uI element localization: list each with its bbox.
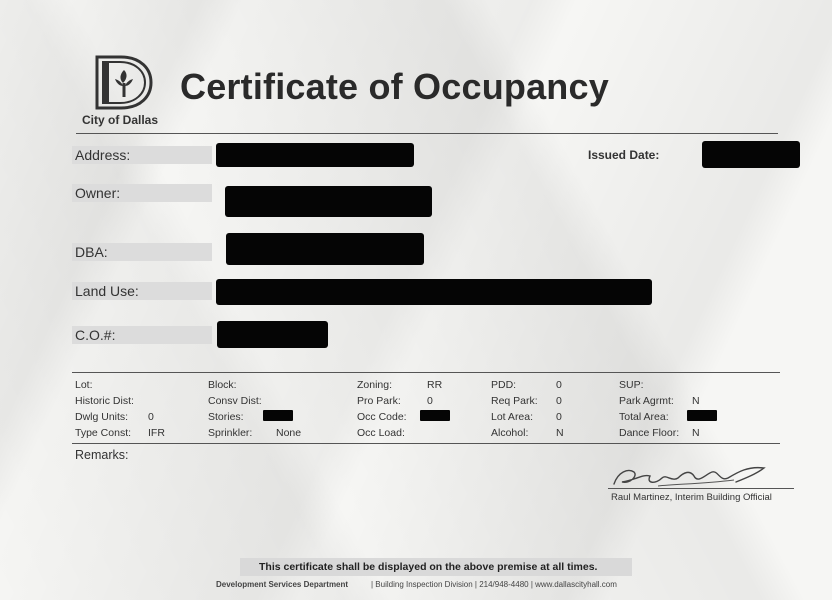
alcohol-label: Alcohol:	[491, 427, 529, 439]
type-const-value: IFR	[148, 427, 165, 439]
req-park-value: 0	[556, 395, 562, 407]
sprinkler-value: None	[276, 427, 302, 439]
land-use-redaction	[216, 279, 652, 305]
dance-floor-value: N	[692, 427, 700, 439]
occ-load-label: Occ Load:	[357, 427, 405, 439]
park-agrmt-value: N	[692, 395, 700, 407]
lot-label: Lot:	[75, 379, 93, 391]
lot-area-label: Lot Area:	[491, 411, 534, 423]
zoning-value: RR	[427, 379, 443, 391]
land-use-label: Land Use:	[75, 283, 139, 299]
type-const-label: Type Const:	[75, 427, 132, 439]
consv-dist-label: Consv Dist:	[208, 395, 262, 407]
block-label: Block:	[208, 379, 237, 391]
details-rule	[72, 372, 780, 373]
city-name: City of Dallas	[82, 113, 159, 127]
contact-info: | Building Inspection Division | 214/948-4480 | www.dallascityhall.com	[371, 580, 617, 589]
display-notice: This certificate shall be displayed on the above premise at all times.	[259, 561, 598, 573]
issued-date-redaction	[702, 141, 800, 168]
park-agrmt-label: Park Agrmt:	[619, 395, 674, 407]
signature-line	[608, 488, 794, 489]
city-of-dallas-logo-icon	[95, 55, 153, 110]
dwlg-units-value: 0	[148, 411, 154, 423]
address-redaction	[216, 143, 414, 167]
remarks-label: Remarks:	[75, 448, 129, 462]
certificate-title: Certificate of Occupancy	[180, 66, 609, 107]
dance-floor-label: Dance Floor:	[619, 427, 680, 439]
dwlg-units-label: Dwlg Units:	[75, 411, 129, 423]
lot-area-value: 0	[556, 411, 562, 423]
occ-code-label: Occ Code:	[357, 411, 407, 423]
department-name: Development Services Department	[216, 580, 349, 589]
dba-redaction	[226, 233, 424, 265]
dba-label: DBA:	[75, 244, 108, 260]
sprinkler-label: Sprinkler:	[208, 427, 253, 439]
total-area-label: Total Area:	[619, 411, 669, 423]
pro-park-label: Pro Park:	[357, 395, 401, 407]
address-label: Address:	[75, 147, 131, 163]
issued-date-label: Issued Date:	[588, 148, 660, 162]
remarks-rule	[72, 443, 780, 444]
header-rule	[76, 133, 778, 134]
owner-redaction	[225, 186, 432, 217]
total-area-redaction	[687, 410, 717, 421]
stories-redaction	[263, 410, 293, 421]
historic-dist-label: Historic Dist:	[75, 395, 134, 407]
owner-label: Owner:	[75, 185, 121, 201]
alcohol-value: N	[556, 427, 564, 439]
zoning-label: Zoning:	[357, 379, 393, 391]
pro-park-value: 0	[427, 395, 433, 407]
pdd-value: 0	[556, 379, 562, 391]
pdd-label: PDD:	[491, 379, 517, 391]
req-park-label: Req Park:	[491, 395, 538, 407]
official-name: Raul Martinez, Interim Building Official	[611, 492, 772, 503]
stories-label: Stories:	[208, 411, 244, 423]
co-number-label: C.O.#:	[75, 327, 116, 343]
sup-label: SUP:	[619, 379, 644, 391]
co-number-redaction	[217, 321, 328, 348]
occ-code-redaction	[420, 410, 450, 421]
